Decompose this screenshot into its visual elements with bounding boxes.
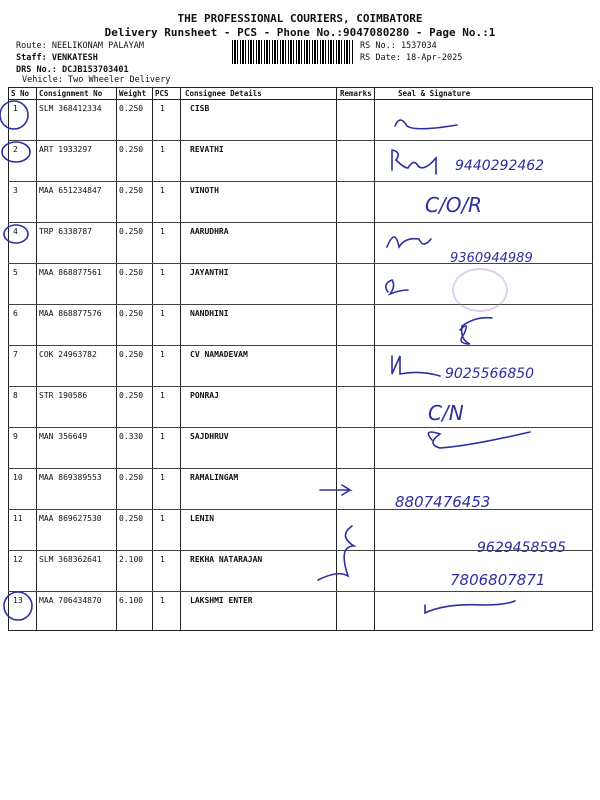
row-pcs: 1: [160, 145, 165, 154]
document-subtitle: Delivery Runsheet - PCS - Phone No.:9047080280 - Page No.:1: [104, 26, 496, 39]
row-consignee: RAMALINGAM: [190, 473, 239, 482]
row-weight: 0.250: [119, 350, 144, 359]
row-consignee: VINOTH: [190, 186, 219, 195]
rs-date: RS Date: 18-Apr-2025: [360, 53, 463, 63]
row-consignment-no: MAA 706434870: [39, 596, 102, 605]
phone-row-7: 9025566850: [445, 366, 535, 382]
row-consignment-no: ART 1933297: [39, 145, 92, 154]
row-sno: 8: [13, 391, 18, 400]
row-pcs: 1: [160, 227, 165, 236]
circle-mark-13: [4, 592, 32, 620]
vehicle-label: Vehicle: Two Wheeler Delivery: [22, 75, 171, 85]
row-sno: 7: [13, 350, 18, 359]
row-consignment-no: TRP 6338787: [39, 227, 92, 236]
circle-mark-1: [0, 101, 28, 129]
signature-5: [386, 280, 408, 294]
row-pcs: 1: [160, 473, 165, 482]
rs-number: RS No.: 1537034: [360, 41, 437, 51]
drs-number: DRS No.: DCJB153703401: [16, 65, 129, 75]
row-weight: 0.250: [119, 104, 144, 113]
row-consignee: REVATHI: [190, 145, 224, 154]
row-weight: 0.250: [119, 391, 144, 400]
row-sno: 9: [13, 432, 18, 441]
row-pcs: 1: [160, 186, 165, 195]
col-header-remarks: Remarks: [340, 89, 372, 98]
row-sno: 12: [13, 555, 23, 564]
row-weight: 0.250: [119, 145, 144, 154]
arrow-12: [318, 526, 354, 580]
row-sno: 13: [13, 596, 23, 605]
row-pcs: 1: [160, 350, 165, 359]
row-weight: 0.250: [119, 309, 144, 318]
row-consignment-no: STR 190586: [39, 391, 88, 400]
row-consignee: CISB: [190, 104, 210, 113]
row-consignment-no: MAA 651234847: [39, 186, 102, 195]
row-sno: 4: [13, 227, 18, 236]
signature-2: [392, 150, 436, 174]
phone-row-11: 9629458595: [477, 540, 567, 556]
col-header-consignment: Consignment No: [39, 89, 103, 98]
row-consignment-no: MAA 868877576: [39, 309, 102, 318]
phone-row-4: 9360944989: [450, 251, 533, 266]
route-label: Route: NEELIKONAM PALAYAM: [16, 41, 144, 51]
row-sno: 3: [13, 186, 18, 195]
row-weight: 0.250: [119, 186, 144, 195]
row-pcs: 1: [160, 268, 165, 277]
signature-13: [425, 601, 515, 613]
note-row-8: C/N: [428, 401, 464, 425]
row-consignee: AARUDHRA: [190, 227, 229, 236]
document-title: THE PROFESSIONAL COURIERS, COIMBATORE: [177, 12, 423, 25]
row-weight: 0.250: [119, 473, 144, 482]
row-consignee: SAJDHRUV: [190, 432, 229, 441]
signature-6: [460, 318, 492, 344]
row-sno: 5: [13, 268, 18, 277]
row-consignment-no: MAA 869389553: [39, 473, 102, 482]
row-pcs: 1: [160, 432, 165, 441]
signature-1: [395, 120, 457, 129]
row-consignee: CV NAMADEVAM: [190, 350, 248, 359]
row-consignment-no: MAN 356649: [39, 432, 88, 441]
arrow-10: [320, 485, 350, 495]
row-sno: 10: [13, 473, 23, 482]
row-consignment-no: COK 24963782: [39, 350, 97, 359]
col-header-consignee: Consignee Details: [185, 89, 262, 98]
col-header-weight: Weight: [119, 89, 147, 98]
phone-row-12: 7806807871: [450, 571, 546, 589]
row-pcs: 1: [160, 596, 165, 605]
row-consignment-no: SLM 368412334: [39, 104, 102, 113]
phone-row-2: 9440292462: [455, 158, 545, 174]
row-consignment-no: MAA 869627530: [39, 514, 102, 523]
signature-7: [392, 356, 440, 376]
row-consignee: LAKSHMI ENTER: [190, 596, 253, 605]
row-sno: 6: [13, 309, 18, 318]
circle-mark-4: [4, 225, 28, 243]
row-weight: 0.250: [119, 268, 144, 277]
row-weight: 0.250: [119, 514, 144, 523]
col-header-sno: S No: [11, 89, 30, 98]
phone-row-10: 8807476453: [395, 493, 491, 511]
row-weight: 2.100: [119, 555, 144, 564]
row-consignee: JAYANTHI: [190, 268, 229, 277]
row-pcs: 1: [160, 104, 165, 113]
row-sno: 1: [13, 104, 18, 113]
row-consignee: NANDHINI: [190, 309, 229, 318]
row-weight: 0.250: [119, 227, 144, 236]
row-consignee: REKHA NATARAJAN: [190, 555, 263, 564]
staff-label: Staff: VENKATESH: [16, 53, 98, 63]
col-header-seal: Seal & Signature: [398, 89, 471, 98]
row-consignment-no: MAA 868877561: [39, 268, 102, 277]
row-sno: 11: [13, 514, 23, 523]
circle-mark-2: [2, 142, 30, 162]
row-consignee: LENIN: [190, 514, 215, 523]
row-pcs: 1: [160, 555, 165, 564]
row-pcs: 1: [160, 391, 165, 400]
row-weight: 6.100: [119, 596, 144, 605]
col-header-pcs: PCS: [155, 89, 169, 98]
row-pcs: 1: [160, 514, 165, 523]
row-consignment-no: SLM 368362641: [39, 555, 102, 564]
row-pcs: 1: [160, 309, 165, 318]
signature-9: [428, 432, 530, 448]
row-sno: 2: [13, 145, 18, 154]
row-weight: 0.330: [119, 432, 144, 441]
row-consignee: PONRAJ: [190, 391, 219, 400]
note-row-3: C/O/R: [425, 193, 483, 217]
signature-4: [387, 237, 431, 247]
